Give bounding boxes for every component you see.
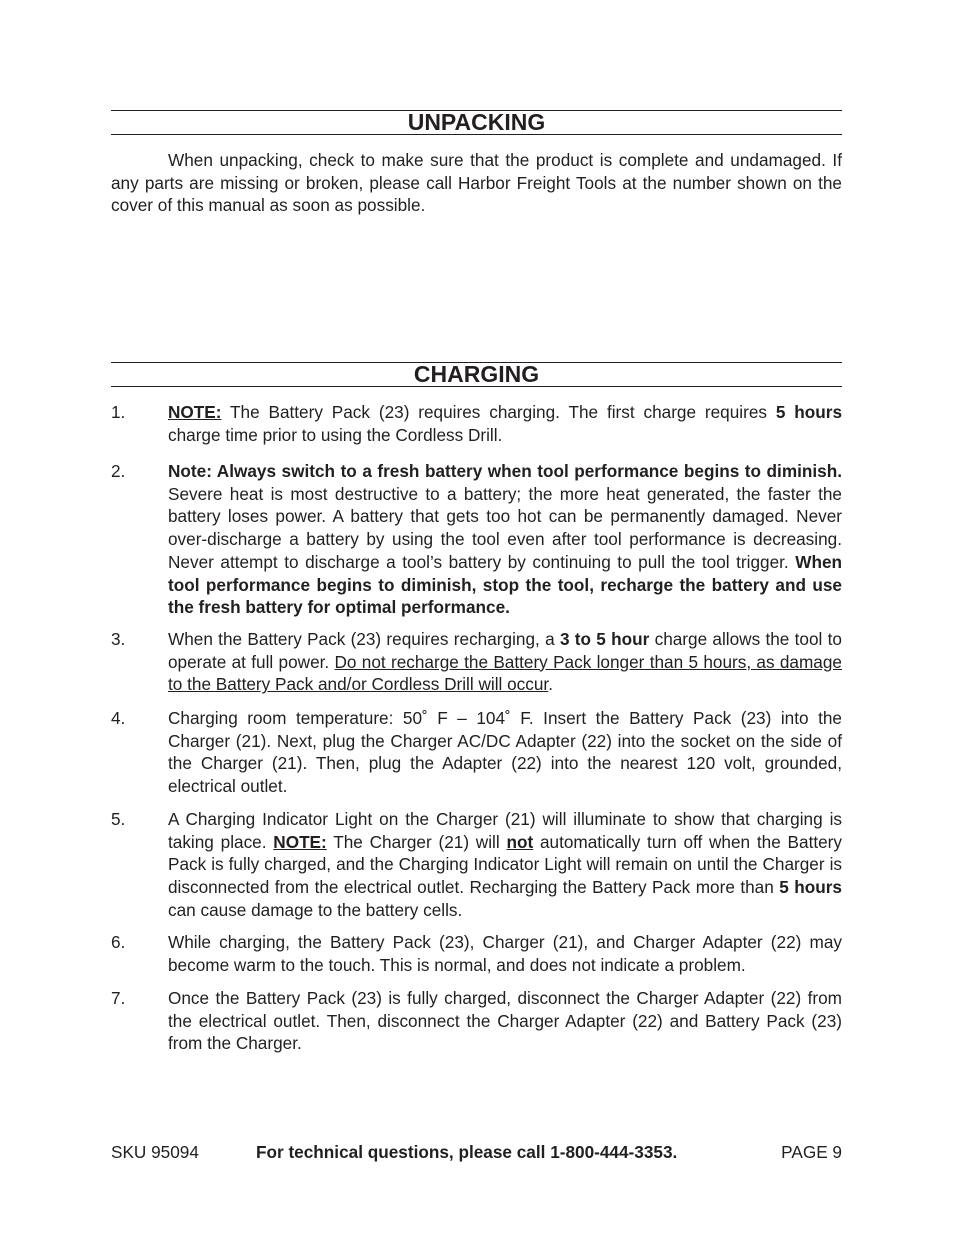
item-underline: Do not recharge the Battery Pack longer than 5 hours, as damage to the Battery Pack and/or Cordless Drill will occur — [168, 651, 842, 695]
item-number: 6. — [111, 932, 126, 952]
page-number: PAGE 9 — [781, 1142, 842, 1162]
unpacking-heading: UNPACKING — [111, 110, 842, 135]
item-bold: When tool performance begins to diminish, stop the tool, recharge the battery and use the fresh battery for optimal performance. — [168, 551, 842, 618]
item-text: Charging room temperature: 50˚ F – 104˚ F. Insert the Battery Pack (23) into the Charger (21). Next, plug the Charger AC/DC Adapter (22) into the socket on the side of the Charger (21). Then, plug the Adapter (22) into the nearest 120 volt, grounded, electrical outlet. — [168, 708, 842, 797]
item-bold: 3 to 5 hour — [559, 629, 650, 649]
item-text: . — [548, 674, 553, 695]
item-text: When the Battery Pack (23) requires recharging, a — [168, 629, 560, 649]
list-item-5 — [111, 808, 842, 922]
item-text: can cause damage to the battery cells. — [168, 899, 463, 920]
charging-heading: CHARGING — [111, 362, 842, 387]
item-number: 1. — [111, 402, 126, 422]
list-item-6 — [111, 931, 842, 976]
item-bold: not — [506, 831, 534, 852]
list-item-3 — [111, 628, 842, 696]
item-bold: Note: Always switch to a fresh battery when tool performance begins to diminish. — [168, 461, 842, 481]
item-number: 2. — [111, 461, 126, 481]
item-number: 4. — [111, 708, 126, 728]
item-number: 3. — [111, 629, 126, 649]
list-item-1 — [111, 401, 842, 446]
sku-label: SKU 95094 — [111, 1142, 199, 1162]
page-footer — [111, 1141, 842, 1165]
note-label: NOTE: — [273, 831, 327, 852]
note-label: NOTE: — [168, 402, 222, 422]
list-item-7 — [111, 987, 842, 1055]
item-text: The Battery Pack (23) requires charging. The first charge requires — [221, 402, 776, 422]
item-text: While charging, the Battery Pack (23), Charger (21), and Charger Adapter (22) may become warm to the touch. This is normal, and does not indicate a problem. — [168, 932, 842, 975]
item-text: The Charger (21) will — [326, 831, 507, 852]
unpacking-text: When unpacking, check to make sure that the product is complete and undamaged. If any parts are missing or broken, please call Harbor Freight Tools at the number shown on the cover of this manual as soon as possible. — [111, 150, 842, 216]
list-item-2 — [111, 460, 842, 619]
item-text: Once the Battery Pack (23) is fully charged, disconnect the Charger Adapter (22) from the electrical outlet. Then, disconnect the Charger Adapter (22) and Battery Pack (23) from the Charger. — [168, 988, 842, 1054]
item-number: 7. — [111, 988, 126, 1008]
item-number: 5. — [111, 809, 126, 829]
item-text: automatically turn off when the Battery Pack is fully charged, and the Charging Indicator Light will remain on until the Charger is disconnected from the electrical outlet. Recharging the Battery Pack more than — [168, 831, 842, 898]
list-item-4 — [111, 707, 842, 798]
tech-support-line: For technical questions, please call 1-800-444-3353. — [256, 1142, 678, 1162]
item-text: charge allows the tool to operate at full power. — [168, 629, 842, 672]
item-bold: 5 hours — [775, 402, 843, 422]
item-text: Severe heat is most destructive to a battery; the more heat generated, the faster the battery loses power. A battery that gets too hot can be permanently damaged. Never over-discharge a battery by using the tool even after tool performance is decreasing. Never attempt to discharge a tool’s battery by continuing to pull the tool trigger. — [168, 483, 842, 572]
item-text: A Charging Indicator Light on the Charger (21) will illuminate to show that charging is taking place. — [168, 809, 842, 852]
item-text: charge time prior to using the Cordless Drill. — [168, 424, 503, 445]
item-bold: 5 hours — [779, 877, 842, 898]
